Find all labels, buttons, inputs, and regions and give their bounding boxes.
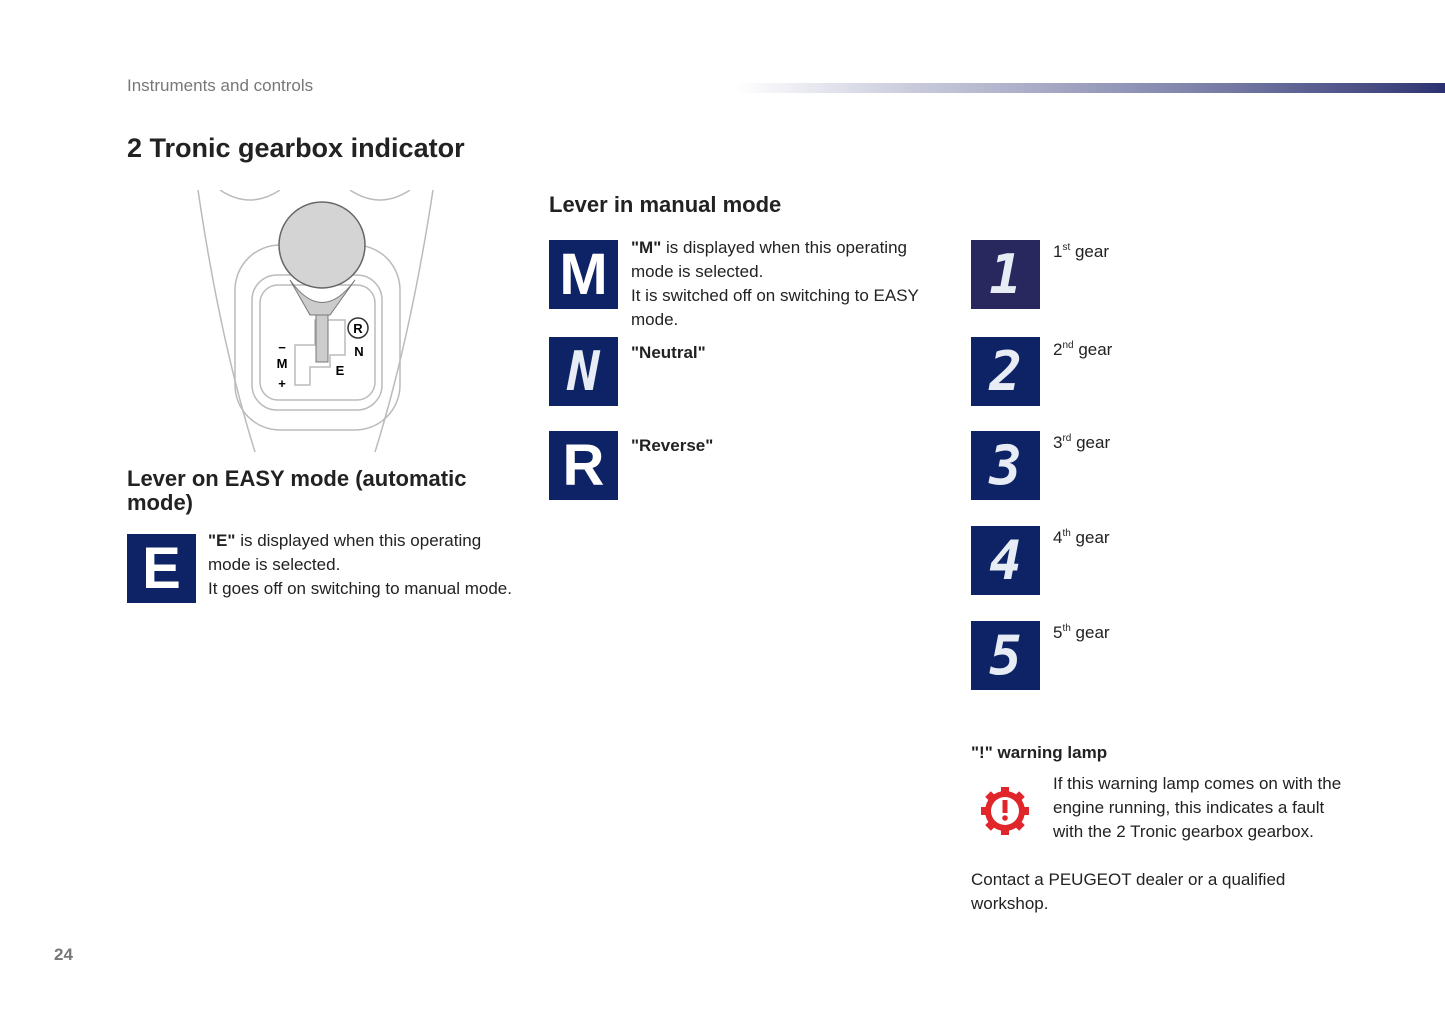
warning-description: If this warning lamp comes on with the engine running, this indicates a fault with the 2 Tronic gearbox gearbox. [1053, 774, 1342, 841]
page-title: 2 Tronic gearbox indicator [127, 133, 465, 163]
section-title: Instruments and controls [127, 76, 314, 95]
gear-3-icon: 3 [971, 431, 1040, 500]
gear-1-icon: 1 [971, 240, 1040, 309]
header-bar [735, 83, 1445, 93]
gear-1-label: 1st gear [1053, 242, 1109, 261]
lever-label-minus: − [278, 340, 286, 355]
lever-label-e: E [335, 363, 345, 378]
gear-4-icon: 4 [971, 526, 1040, 595]
gear-5-icon: 5 [971, 621, 1040, 690]
easy-mode-heading: Lever on EASY mode (automatic mode) [127, 466, 467, 515]
easy-description: "E" is displayed when this operating mode is selected. It goes off on switching to manual mode. [208, 531, 512, 598]
warning-contact: Contact a PEUGEOT dealer or a qualified workshop. [971, 870, 1286, 913]
m-description: "M" is displayed when this operating mode is selected. It is switched off on switching to EASY mode. [631, 238, 919, 329]
lever-label-r: R [353, 321, 363, 336]
m-indicator-icon: M [549, 240, 618, 309]
lever-label-plus: + [278, 376, 286, 391]
lever-label-n: N [354, 344, 364, 359]
gear-5-label: 5th gear [1053, 623, 1110, 642]
e-indicator-icon: E [127, 534, 196, 603]
gear-2-icon: 2 [971, 337, 1040, 406]
reverse-label: "Reverse" [631, 436, 714, 455]
page-number: 24 [54, 945, 73, 964]
r-indicator-icon: R [549, 431, 618, 500]
gear-lever-illustration [190, 190, 440, 455]
lever-label-m: M [276, 356, 288, 371]
neutral-label: "Neutral" [631, 343, 706, 362]
n-indicator-icon: N [549, 337, 618, 406]
manual-mode-heading: Lever in manual mode [549, 192, 782, 217]
gearbox-warning-icon [980, 786, 1030, 836]
gear-4-label: 4th gear [1053, 528, 1110, 547]
gear-3-label: 3rd gear [1053, 433, 1111, 452]
warning-heading: "!" warning lamp [971, 743, 1108, 762]
gear-2-label: 2nd gear [1053, 340, 1113, 359]
